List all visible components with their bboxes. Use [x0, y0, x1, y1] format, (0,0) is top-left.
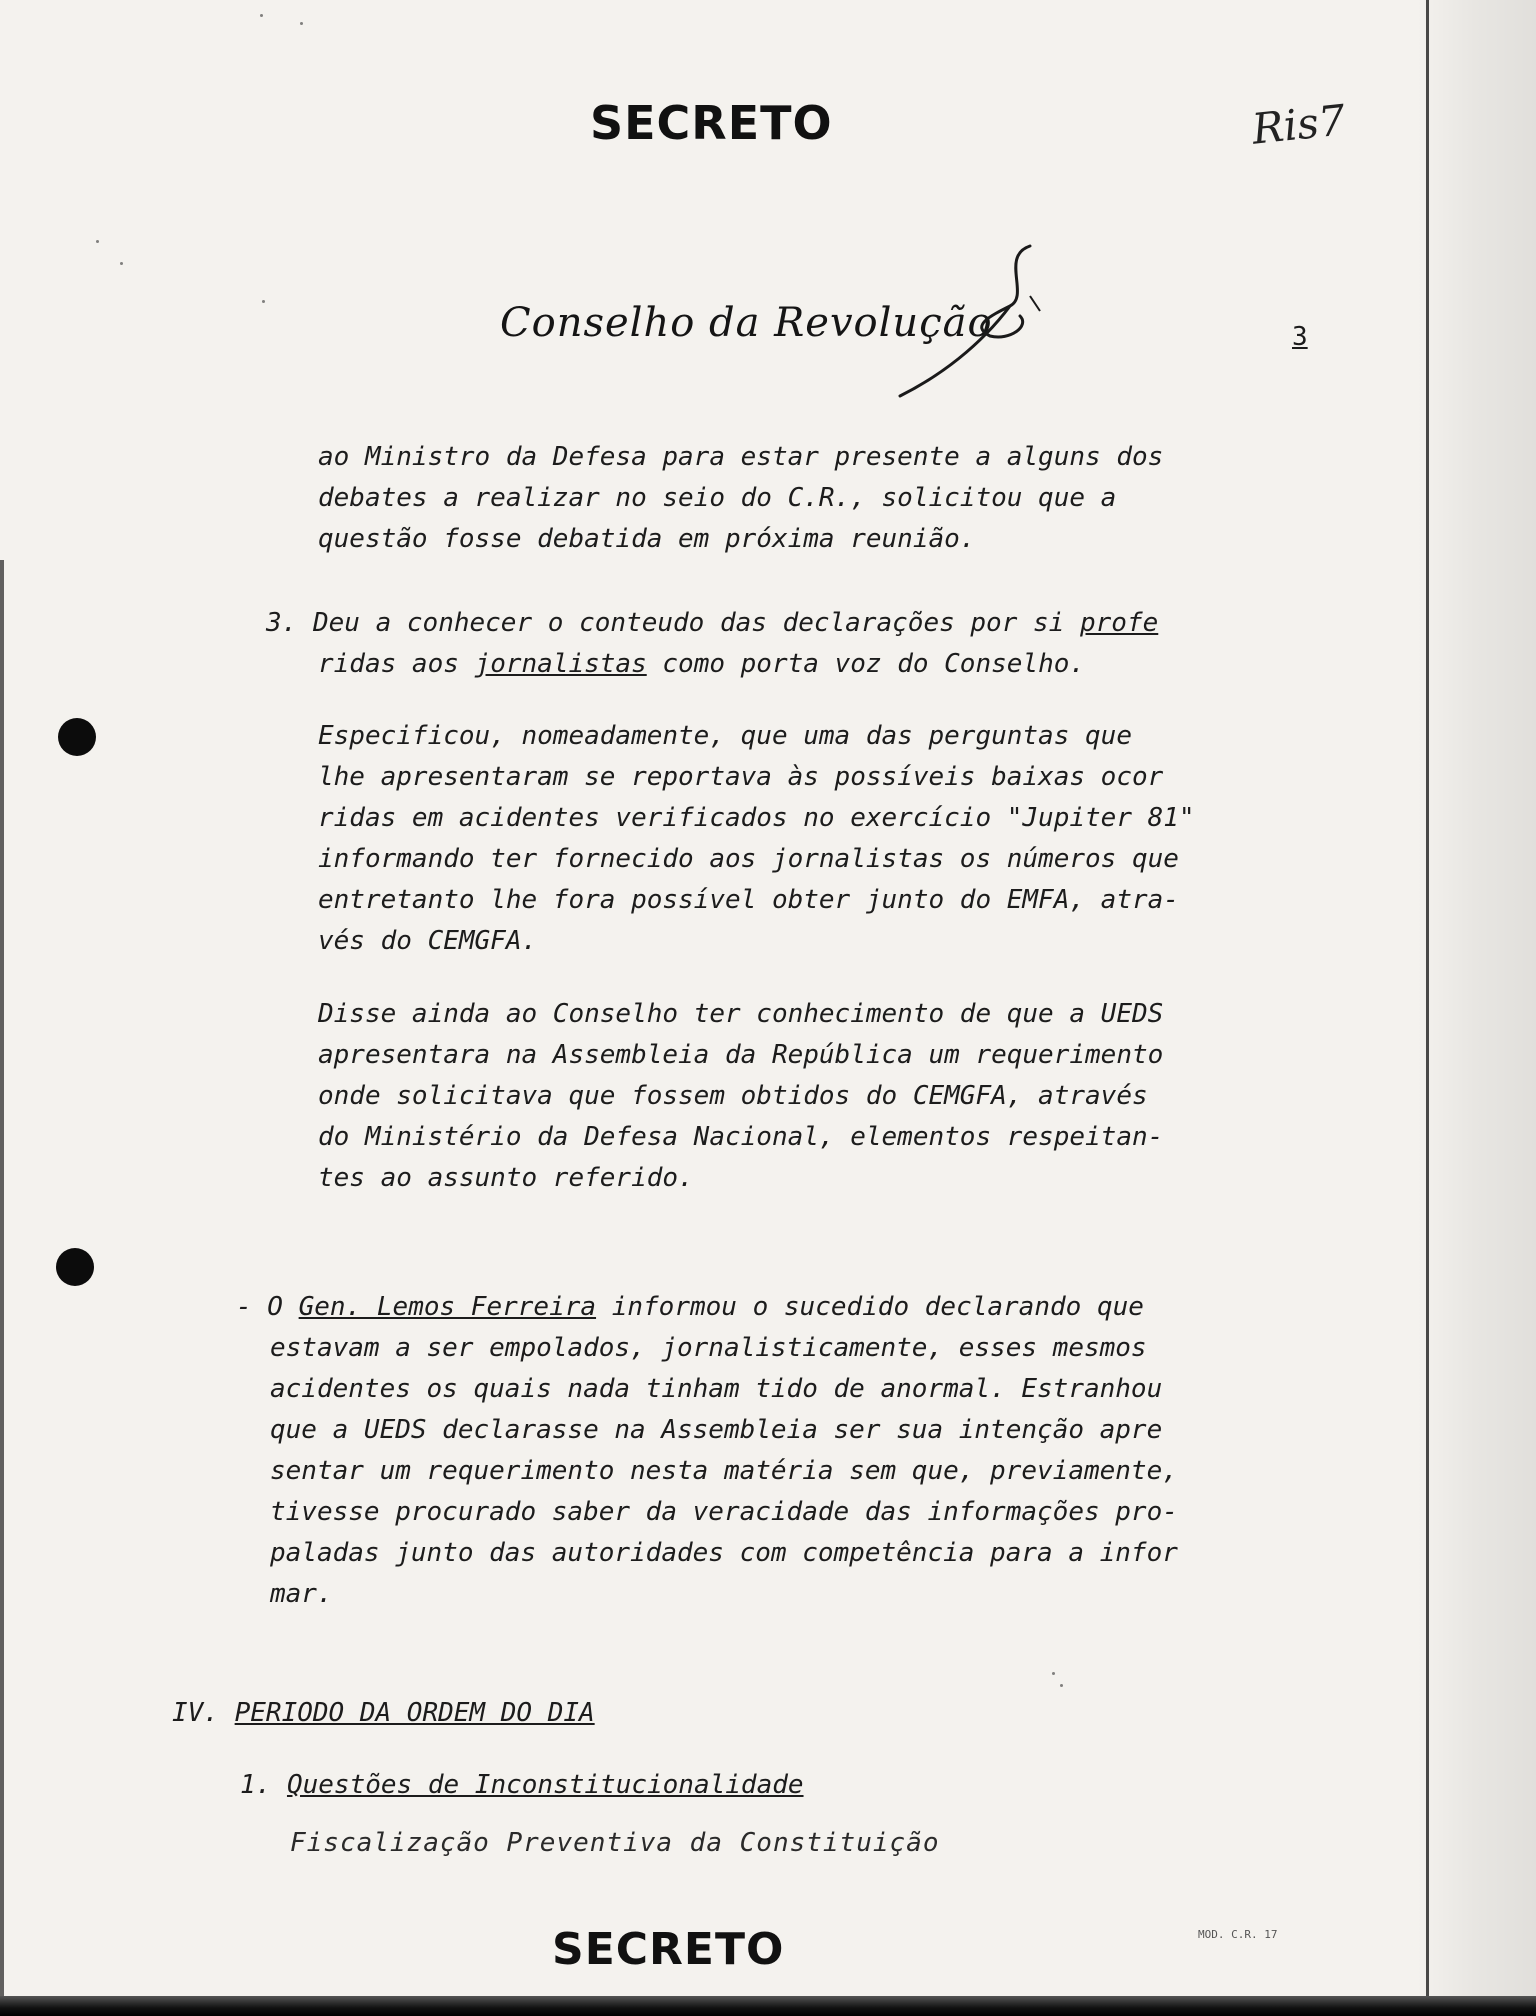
text-fragment: ridas aos [318, 649, 475, 679]
subsection-number: 1. [240, 1770, 272, 1800]
section-title: PERIODO DA ORDEM DO DIA [234, 1698, 595, 1728]
text-line: onde solicitava que fossem obtidos do CEMGFA, através [318, 1081, 1148, 1111]
item-3-more [318, 994, 1163, 1199]
scan-speck [120, 262, 123, 265]
subsection-title: Questões de Inconstitucionalidade [286, 1770, 804, 1800]
text-line: tes ao assunto referido. [318, 1163, 694, 1193]
page-number: 3 [1292, 322, 1308, 352]
letterhead: Conselho da Revolução [500, 300, 993, 346]
text-line: estavam a ser empolados, jornalisticamente, esses mesmos [270, 1333, 1147, 1363]
item-number: 3. [266, 608, 298, 638]
scan-speck [1060, 1684, 1063, 1687]
handwritten-initials: Ris7 [1249, 95, 1348, 154]
subsection-text: Fiscalização Preventiva da Constituição [290, 1828, 940, 1858]
scan-speck [260, 14, 263, 17]
item-3 [266, 603, 1158, 685]
text-line: vés do CEMGFA. [318, 926, 538, 956]
text-line: apresentara na Assembleia da República um requerimento [318, 1040, 1164, 1070]
text-fragment: informou o sucedido declarando que [596, 1292, 1144, 1322]
scan-speck [96, 240, 99, 243]
item-3-detail [318, 716, 1195, 962]
text-line [266, 603, 1158, 644]
text-line: sentar um requerimento nesta matéria sem que, previamente, [270, 1456, 1178, 1486]
form-code: MOD. C.R. 17 [1198, 1928, 1278, 1941]
scan-bottom-edge [0, 1996, 1536, 2016]
text-line: Especificou, nomeadamente, que uma das perguntas que [318, 721, 1132, 751]
punch-hole-upper [58, 718, 96, 756]
scan-speck [300, 22, 303, 25]
text-line: informando ter fornecido aos jornalistas os números que [318, 844, 1179, 874]
section-heading [172, 1698, 595, 1728]
underlined-fragment: jornalistas [474, 649, 647, 679]
paragraph-continuation [318, 437, 1163, 560]
text-line: do Ministério da Defesa Nacional, elementos respeitan- [318, 1122, 1164, 1152]
scan-edge-line [1426, 0, 1429, 2016]
scan-speck [1052, 1672, 1055, 1675]
text-line [266, 644, 1158, 685]
text-line: que a UEDS declarasse na Assembleia ser sua intenção apre [270, 1415, 1163, 1445]
section-number: IV. [172, 1698, 219, 1728]
scan-speck [262, 300, 265, 303]
text-fragment: como porta voz do Conselho. [646, 649, 1086, 679]
text-line: questão fosse debatida em próxima reunião. [318, 524, 976, 554]
gen-statement [236, 1287, 1178, 1615]
punch-hole-lower [56, 1248, 94, 1286]
speaker-name: Gen. Lemos Ferreira [298, 1292, 597, 1322]
text-line: lhe apresentaram se reportava às possíveis baixas ocor [318, 762, 1164, 792]
text-line: tivesse procurado saber da veracidade das informações pro- [270, 1497, 1178, 1527]
subsection-heading [240, 1770, 804, 1800]
text-line: mar. [270, 1579, 333, 1609]
signature-mark [880, 236, 1080, 406]
text-line: ridas em acidentes verificados no exercício "Jupiter 81" [318, 803, 1195, 833]
scan-left-edge [0, 560, 4, 2016]
scan-shadow [1416, 0, 1536, 2016]
text-fragment: Deu a conhecer o conteudo das declarações por si [312, 608, 1080, 638]
classification-stamp-top: SECRETO [590, 96, 833, 150]
text-line: entretanto lhe fora possível obter junto do EMFA, atra- [318, 885, 1179, 915]
underlined-fragment: profe [1079, 608, 1159, 638]
text-line: paladas junto das autoridades com competência para a infor [270, 1538, 1178, 1568]
text-fragment: - O [236, 1292, 299, 1322]
text-line: debates a realizar no seio do C.R., solicitou que a [318, 483, 1117, 513]
text-line: acidentes os quais nada tinham tido de anormal. Estranhou [270, 1374, 1163, 1404]
text-line: Disse ainda ao Conselho ter conhecimento de que a UEDS [318, 999, 1164, 1029]
text-line: ao Ministro da Defesa para estar presente a alguns dos [318, 442, 1164, 472]
classification-stamp-bottom: SECRETO [552, 1924, 785, 1975]
text-line [236, 1287, 1178, 1328]
